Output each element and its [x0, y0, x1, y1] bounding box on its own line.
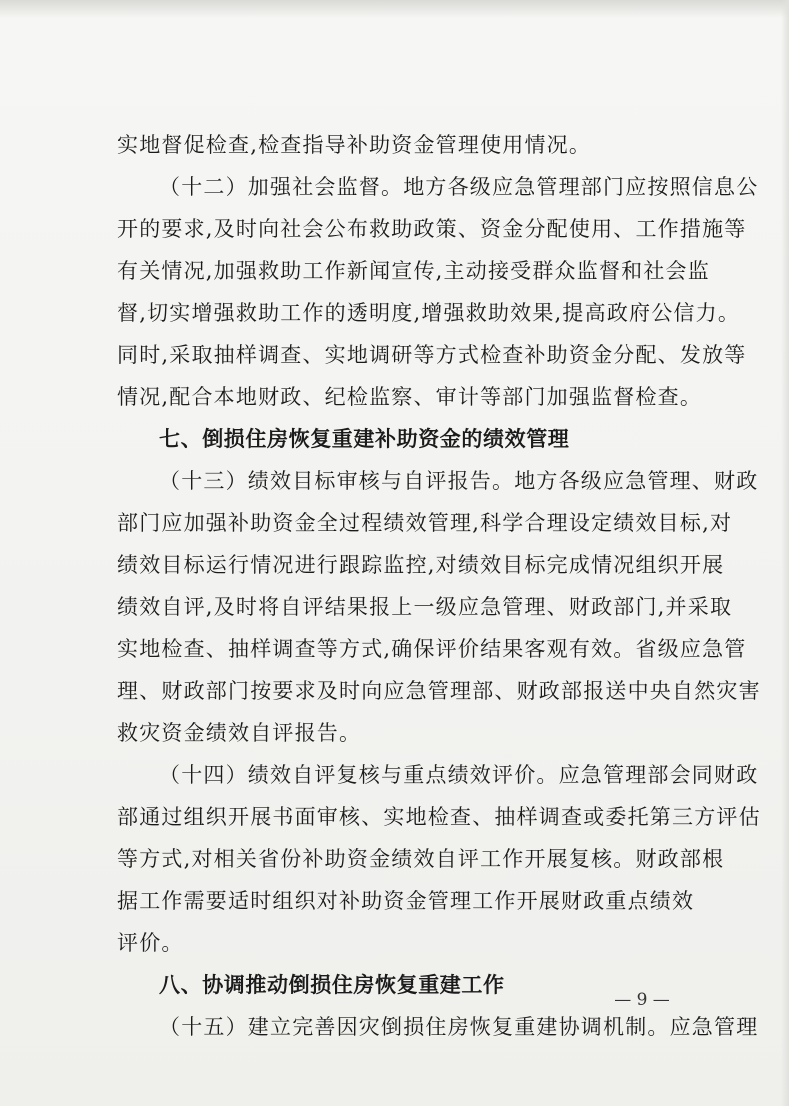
body-line: 有关情况,加强救助工作新闻宣传,主动接受群众监督和社会监	[117, 259, 710, 283]
body-line: 督,切实增强救助工作的透明度,增强救助效果,提高政府公信力。	[117, 301, 741, 325]
body-line: 部门应加强补助资金全过程绩效管理,科学合理设定绩效目标,对	[117, 511, 733, 535]
body-line: 评价。	[117, 931, 184, 955]
paragraph-start-line: （十三）绩效目标审核与自评报告。地方各级应急管理、财政	[159, 469, 759, 493]
scan-edge-right	[781, 0, 789, 1106]
scan-edge-top	[0, 0, 789, 18]
paragraph-start-line: （十二）加强社会监督。地方各级应急管理部门应按照信息公	[159, 175, 759, 199]
page-number: — 9 —	[614, 990, 670, 1010]
body-line: 绩效自评,及时将自评结果报上一级应急管理、财政部门,并采取	[117, 595, 733, 619]
body-line: 开的要求,及时向社会公布救助政策、资金分配使用、工作措施等	[117, 217, 747, 241]
body-line: 理、财政部门按要求及时向应急管理部、财政部报送中央自然灾害	[117, 679, 761, 703]
body-line: 绩效目标运行情况进行跟踪监控,对绩效目标完成情况组织开展	[117, 553, 725, 577]
body-line: 情况,配合本地财政、纪检监察、审计等部门加强监督检查。	[117, 385, 703, 409]
section-heading: 七、倒损住房恢复重建补助资金的绩效管理	[159, 427, 570, 451]
body-line: 同时,采取抽样调查、实地调研等方式检查补助资金分配、发放等	[117, 343, 747, 367]
body-line: 部通过组织开展书面审核、实地检查、抽样调查或委托第三方评估	[117, 805, 761, 829]
body-line: 救灾资金绩效自评报告。	[117, 721, 362, 745]
body-line: 据工作需要适时组织对补助资金管理工作开展财政重点绩效	[117, 889, 695, 913]
body-line: 实地督促检查,检查指导补助资金管理使用情况。	[117, 133, 592, 157]
body-line: 等方式,对相关省份补助资金绩效自评工作开展复核。财政部根	[117, 847, 725, 871]
body-line: 实地检查、抽样调查等方式,确保评价结果客观有效。省级应急管	[117, 637, 747, 661]
section-heading: 八、协调推动倒损住房恢复重建工作	[159, 973, 505, 997]
paragraph-start-line: （十四）绩效自评复核与重点绩效评价。应急管理部会同财政	[159, 763, 759, 787]
paragraph-start-line: （十五）建立完善因灾倒损住房恢复重建协调机制。应急管理	[159, 1015, 759, 1039]
